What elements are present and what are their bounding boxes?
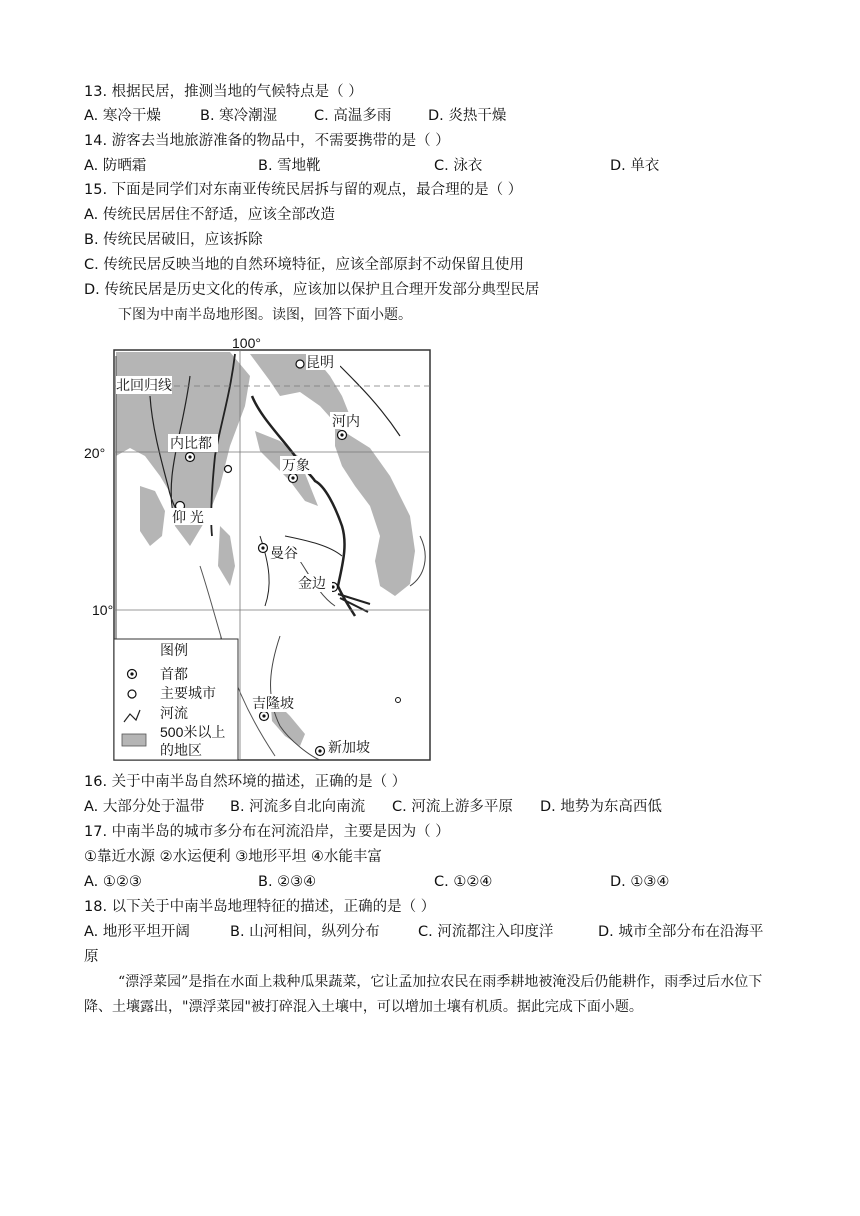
q16-option-b: B. 河流多自北向南流 xyxy=(230,799,366,815)
question-15-stem: 15. 下面是同学们对东南亚传统民居拆与留的观点，最合理的是（ ） xyxy=(84,182,523,198)
city-label-naypyidaw: 内比都 xyxy=(170,435,212,451)
city-label-kualalumpur: 吉隆坡 xyxy=(252,695,294,711)
city-label-phnompenh: 金边 xyxy=(298,575,326,591)
question-17-stem: 17. 中南半岛的城市多分布在河流沿岸，主要是因为（ ） xyxy=(84,824,450,840)
q14-option-c: C. 泳衣 xyxy=(434,158,483,174)
tropic-label: 北回归线 xyxy=(116,377,172,393)
q18-option-b: B. 山河相间，纵列分布 xyxy=(230,924,380,940)
q13-option-c: C. 高温多雨 xyxy=(314,108,392,124)
q17-items: ①靠近水源 ②水运便利 ③地形平坦 ④水能丰富 xyxy=(84,849,382,865)
q17-option-b: B. ②③④ xyxy=(258,874,317,890)
city-label-singapore: 新加坡 xyxy=(328,739,370,755)
q15-option-a: A. 传统民居居住不舒适，应该全部改造 xyxy=(84,207,335,223)
q14-option-b: B. 雪地靴 xyxy=(258,158,321,174)
q18-option-d-continued: 原 xyxy=(84,949,99,965)
q18-option-d: D. 城市全部分布在沿海平 xyxy=(598,924,764,940)
city-marker-chiangmai xyxy=(225,466,232,473)
q17-option-d: D. ①③④ xyxy=(610,874,670,890)
legend-river-label: 河流 xyxy=(160,705,188,721)
city-label-yangon: 仰 光 xyxy=(172,509,204,525)
question-16-stem: 16. 关于中南半岛自然环境的描述，正确的是（ ） xyxy=(84,774,407,790)
q14-option-a: A. 防晒霜 xyxy=(84,158,147,174)
q17-option-a: A. ①②③ xyxy=(84,874,142,890)
city-label-hanoi: 河内 xyxy=(332,413,360,429)
question-13-stem: 13. 根据民居，推测当地的气候特点是（ ） xyxy=(84,84,363,100)
lat-10-label: 10° xyxy=(92,602,114,618)
map-legend xyxy=(114,639,238,760)
q13-option-b: B. 寒冷潮湿 xyxy=(200,108,278,124)
q17-option-c: C. ①②④ xyxy=(434,874,493,890)
q16-option-d: D. 地势为东高西低 xyxy=(540,799,662,815)
q15-option-d: D. 传统民居是历史文化的传承，应该加以保护且合理开发部分典型民居 xyxy=(84,282,540,298)
legend-highland-label-2: 的地区 xyxy=(160,742,202,758)
legend-capital-label: 首都 xyxy=(160,666,188,682)
indochina-topographic-map xyxy=(80,336,440,764)
city-marker-kunming xyxy=(296,360,304,368)
city-label-vientiane: 万象 xyxy=(282,457,310,473)
lon-100-label: 100° xyxy=(232,336,261,351)
question-18-stem: 18. 以下关于中南半岛地理特征的描述，正确的是（ ） xyxy=(84,899,436,915)
q18-option-a: A. 地形平坦开阔 xyxy=(84,924,190,940)
q18-option-c: C. 河流都注入印度洋 xyxy=(418,924,554,940)
city-label-bangkok: 曼谷 xyxy=(270,545,298,561)
q13-option-a: A. 寒冷干燥 xyxy=(84,108,161,124)
legend-city-symbol xyxy=(128,690,136,698)
legend-city-label: 主要城市 xyxy=(160,685,216,701)
floating-garden-passage: “漂浮菜园”是指在水面上栽种瓜果蔬菜，它让孟加拉农民在雨季耕地被淹没后仍能耕作，雨季过后水位下降、土壤露出，"漂浮菜园"被打碎混入土壤中，可以增加土壤有机质。据此完成下面小题。 xyxy=(84,974,763,1015)
legend-title: 图例 xyxy=(160,642,188,658)
q16-option-a: A. 大部分处于温带 xyxy=(84,799,205,815)
q16-option-c: C. 河流上游多平原 xyxy=(392,799,513,815)
legend-highland-label-1: 500米以上 xyxy=(160,724,226,740)
q14-option-d: D. 单衣 xyxy=(610,158,660,174)
q13-option-d: D. 炎热干燥 xyxy=(428,108,507,124)
q15-option-c: C. 传统民居反映当地的自然环境特征，应该全部原封不动保留且使用 xyxy=(84,257,524,273)
city-label-kunming: 昆明 xyxy=(306,354,334,370)
map-intro-text: 下图为中南半岛地形图。读图，回答下面小题。 xyxy=(118,307,412,323)
question-14-stem: 14. 游客去当地旅游准备的物品中，不需要携带的是（ ） xyxy=(84,133,450,149)
legend-highland-symbol xyxy=(122,734,146,746)
city-marker-small xyxy=(396,698,401,703)
q15-option-b: B. 传统民居破旧，应该拆除 xyxy=(84,232,263,248)
lat-20-label: 20° xyxy=(84,445,106,461)
